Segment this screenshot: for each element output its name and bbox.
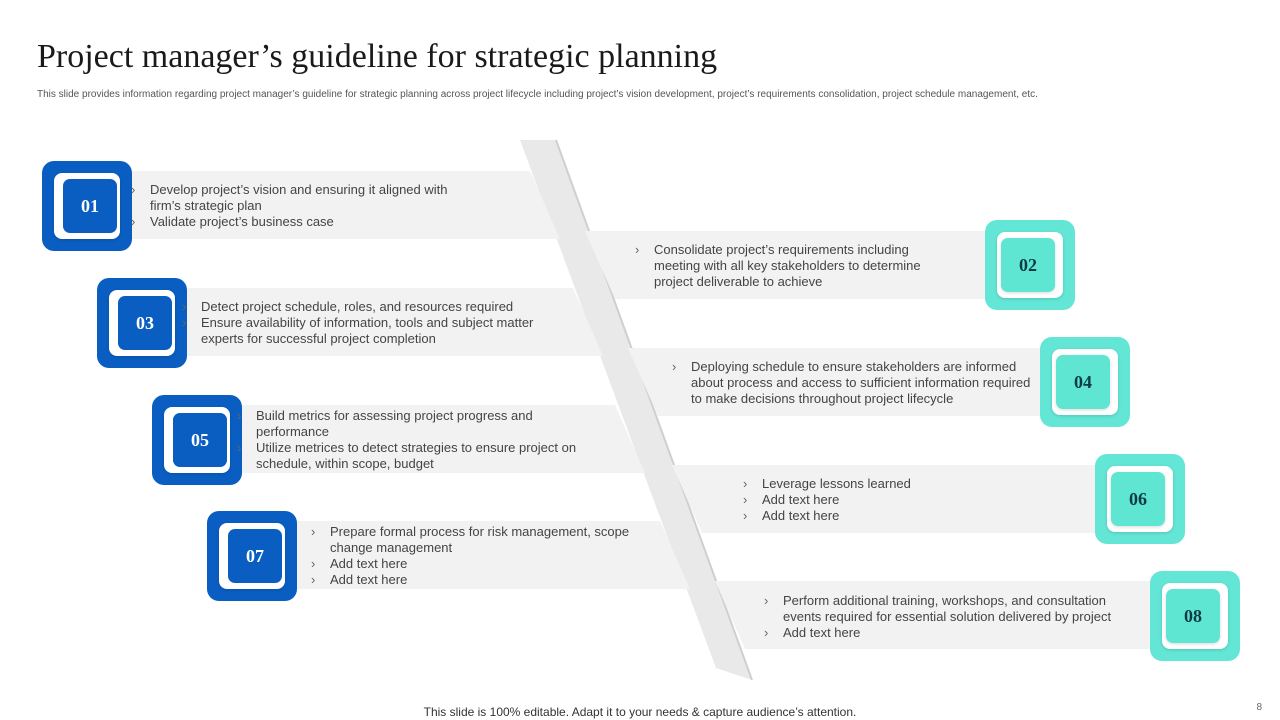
step-02-badge <box>985 220 1075 310</box>
step-04-number: 04 <box>1056 355 1110 409</box>
step-05-text <box>237 408 597 472</box>
step-06-bullet-3: › Add text here <box>743 508 1043 524</box>
step-07-bullet-3: › Add text here <box>311 572 653 588</box>
step-03-number: 03 <box>118 296 172 350</box>
step-08-text <box>764 593 1124 641</box>
step-06-text <box>743 476 1043 524</box>
step-04-bullet-1: › Deploying schedule to ensure stakeholders are informed about process and access to sufficient information required to make decisions throughout project lifecycle <box>672 359 1042 407</box>
step-06-number: 06 <box>1111 472 1165 526</box>
step-01-number: 01 <box>63 179 117 233</box>
step-07-number: 07 <box>228 529 282 583</box>
step-03-text <box>182 299 554 347</box>
footer-note: This slide is 100% editable. Adapt it to your needs & capture audience’s attention. <box>423 705 857 719</box>
step-06-badge <box>1095 454 1185 544</box>
step-07-bullet-1: › Prepare formal process for risk management, scope change management <box>311 524 653 556</box>
slide-title: Project manager’s guideline for strategic planning <box>37 38 718 75</box>
step-07-text <box>311 524 653 588</box>
step-05-bullet-1: › Build metrics for assessing project progress and performance <box>237 408 597 440</box>
step-07-badge <box>207 511 297 601</box>
slide-subtitle: This slide provides information regarding project manager’s guideline for strategic planning across project lifecycle including project’s vision development, project’s requirements consolidation, project schedule management, etc. <box>37 89 1038 100</box>
step-06-bullet-1: › Leverage lessons learned <box>743 476 1043 492</box>
page-number: 8 <box>1256 702 1262 713</box>
step-05-badge <box>152 395 242 485</box>
step-03-bullet-1: › Detect project schedule, roles, and resources required <box>182 299 554 315</box>
step-05-bullet-2: › Utilize metrices to detect strategies to ensure project on schedule, within scope, budget <box>237 440 597 472</box>
step-05-number: 05 <box>173 413 227 467</box>
step-08-bullet-2: › Add text here <box>764 625 1124 641</box>
step-03-badge <box>97 278 187 368</box>
step-04-badge <box>1040 337 1130 427</box>
step-07-bullet-2: › Add text here <box>311 556 653 572</box>
step-08-number: 08 <box>1166 589 1220 643</box>
step-02-bullet-1: › Consolidate project’s requirements including meeting with all key stakeholders to determine project deliverable to achieve <box>635 242 935 290</box>
step-02-text <box>635 242 935 290</box>
step-06-bullet-2: › Add text here <box>743 492 1043 508</box>
step-08-badge <box>1150 571 1240 661</box>
step-03-bullet-2: › Ensure availability of information, tools and subject matter experts for successful project completion <box>182 315 554 347</box>
step-04-text <box>672 359 1042 407</box>
step-01-text <box>131 182 461 230</box>
step-01-bullet-1: › Develop project’s vision and ensuring it aligned with firm’s strategic plan <box>131 182 461 214</box>
step-02-number: 02 <box>1001 238 1055 292</box>
step-08-bullet-1: › Perform additional training, workshops, and consultation events required for essential solution delivered by project <box>764 593 1124 625</box>
step-01-badge <box>42 161 132 251</box>
step-01-bullet-2: › Validate project’s business case <box>131 214 461 230</box>
